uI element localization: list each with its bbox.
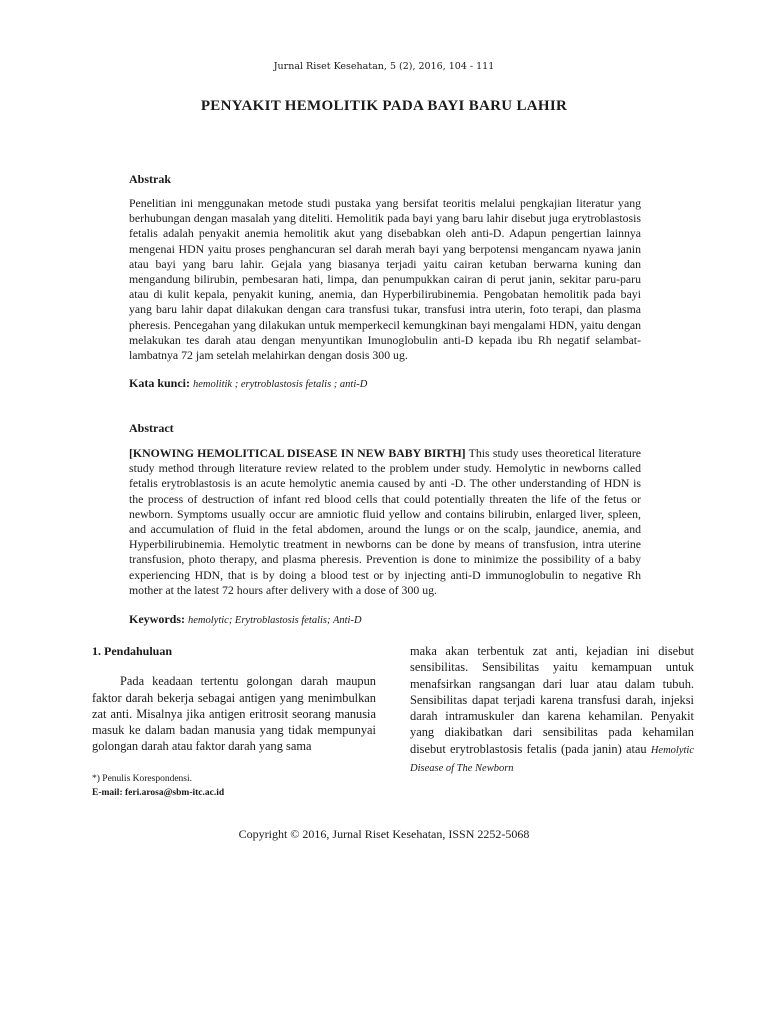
kata-kunci-label: Kata kunci: — [129, 376, 191, 390]
intro-left-paragraph: Pada keadaan tertentu golongan darah maupun faktor darah bekerja sebagai antigen yang menimbulkan zat anti. Misalnya jika antigen eritrosit seorang manusia masuk ke dalam badan manusia yang tidak mempunyai golongan darah atau faktor darah yang sama — [92, 674, 376, 754]
kata-kunci — [129, 376, 641, 391]
kata-kunci-value: hemolitik ; erytroblastosis fetalis ; anti-D — [193, 379, 368, 390]
footnote — [92, 772, 392, 800]
footnote-email: E-mail: feri.arosa@sbm-itc.ac.id — [92, 788, 225, 798]
intro-right-paragraph: maka akan terbentuk zat anti, kejadian ini disebut sensibilitas. Sensibilitas yaitu kemampuan untuk menafsirkan rangsangan dari luar atau dalam tubuh. Sensibilitas dapat terjadi karena transfusi darah, injeksi darah intramuskuler dan karena kehamilan. Penyakit yang diakibatkan dari sensibilitas pada kehamilan disebut erytroblastosis fetalis (pada janin) atau — [410, 644, 694, 756]
keywords-value: hemolytic; Erytroblastosis fetalis; Anti-D — [188, 615, 362, 626]
intro-heading: 1. Pendahuluan — [92, 644, 173, 658]
abstract-body-text: This study uses theoretical literature study method through literature review related to the problem under study. Hemolytic in newborns called fetalis erytroblastosis is an acute hemolytic anemia caused by anti -D. The other understanding of HDN is the process of destruction of infant red blood cells that could potentially threaten the life of the fetus or newborn. Symptoms usually occur are amniotic fluid yellow and contains bilirubin, enlarged liver, spleen, and accumulation of fluid in the fetal abdomen, around the lungs or on the scalp, jaundice, anemia, and Hyperbilirubinemia. Hemolytic treatment in newborns can be done by means of transfusion, intra uterine transfusion, photo therapy, and plasma pheresis. Prevention is done to minimize the possibility of a baby experiencing HDN, that is by doing a blood test or by injecting anti-D immunoglobulin to negative Rh mother at the latest 72 hours after delivery with a dose of 300 ug. — [129, 446, 641, 597]
footnote-author: *) Penulis Korespondensi. — [92, 774, 193, 784]
journal-header: Jurnal Riset Kesehatan, 5 (2), 2016, 104 - 111 — [273, 61, 495, 72]
keywords-label: Keywords: — [129, 612, 185, 626]
abstrak-body: Penelitian ini menggunakan metode studi pustaka yang bersifat teoritis melalui pengkajian literatur yang berhubungan dengan masalah yang diteliti. Hemolitik pada bayi yang baru lahir disebut juga erytroblastosis fetalis adalah penyakit anemia hemolitik akut yang disebabkan oleh anti-D. Adapun pengertian lainnya mengenai HDN yaitu proses penghancuran sel darah merah bayi yang berpotensi mengancam nyawa janin atau bayi yang baru lahir. Gejala yang biasanya terjadi yaitu cairan ketuban berwarna kuning dan mengandung bilirubin, pembesaran hati, limpa, dan penumpukkan cairan di perut janin, sekitar paru-paru atau di kulit kepala, penyakit kuning, anemia, dan Hyperbilirubinemia. Pengobatan hemolitik pada bayi yang baru lahir dapat dilakukan dengan cara transfusi tukar, transfusi intra uterin, foto terapi, dan plasma pheresis. Pencegahan yang dilakukan untuk memperkecil kemungkinan bayi mengalami HDN, yaitu dengan melakukan tes darah atau dengan menyuntikan Imunoglobulin anti-D kepada ibu Rh negatif selambat-lambatnya 72 jam setelah melahirkan dengan dosis 300 ug. — [129, 196, 641, 363]
intro-right-italic: Hemolytic Disease of The Newborn — [410, 744, 694, 775]
abstract-title-bracket: [KNOWING HEMOLITICAL DISEASE IN NEW BABY BIRTH] — [129, 446, 466, 460]
copyright: Copyright © 2016, Jurnal Riset Kesehatan, ISSN 2252-5068 — [238, 827, 530, 841]
left-column — [92, 643, 376, 755]
keywords — [129, 612, 641, 627]
abstract-heading: Abstract — [129, 421, 174, 435]
abstrak-heading: Abstrak — [129, 172, 172, 186]
paper-title: PENYAKIT HEMOLITIK PADA BAYI BARU LAHIR — [200, 98, 568, 114]
right-column — [410, 643, 694, 777]
abstract-body — [129, 446, 641, 598]
